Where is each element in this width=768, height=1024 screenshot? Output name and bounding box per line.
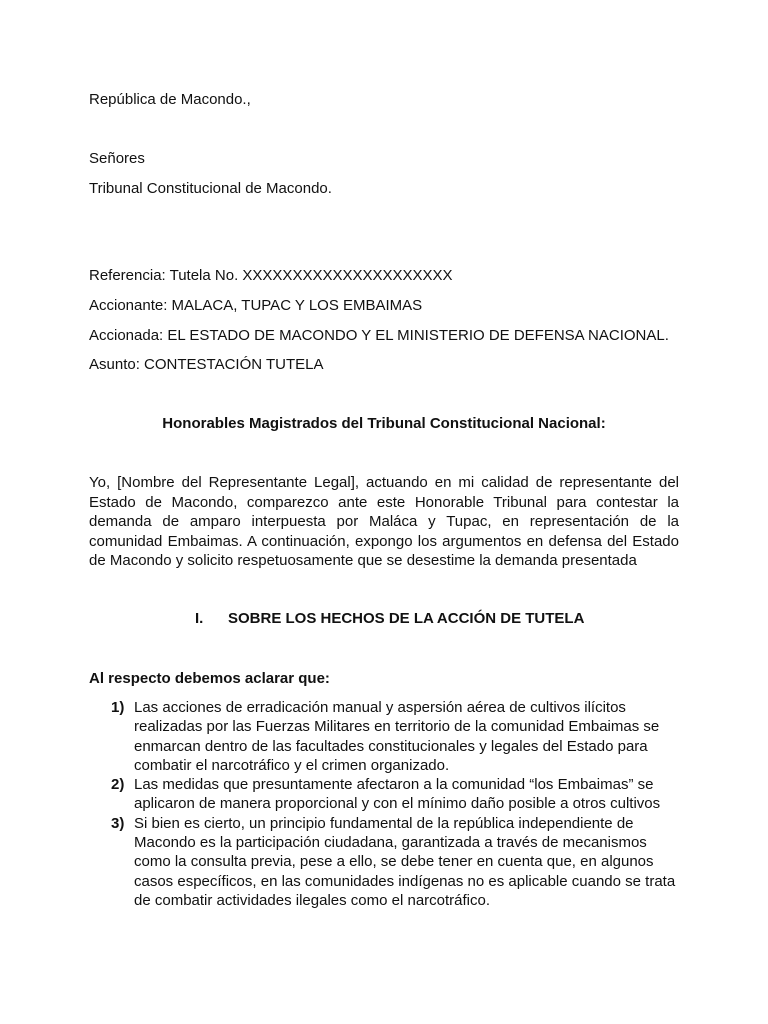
list-item-text: Las acciones de erradicación manual y aspersión aérea de cultivos ilícitos realizadas por las Fuerzas Militares en territorio de la comunidad Embaimas se enmarcan dentro de las facultades constitucionales y legales del Estado para combatir el narcotráfico y el crimen organizado. [134, 699, 660, 774]
numbered-list [89, 698, 681, 910]
asunto-line: Asunto: CONTESTACIÓN TUTELA [89, 356, 324, 373]
list-marker: 3) [111, 814, 125, 832]
republic-line: República de Macondo., [89, 91, 251, 108]
accionante-line: Accionante: MALACA, TUPAC Y LOS EMBAIMAS [89, 297, 423, 314]
subheading: Al respecto debemos aclarar que: [89, 670, 330, 687]
accionada-line: Accionada: EL ESTADO DE MACONDO Y EL MINISTERIO DE DEFENSA NACIONAL. [89, 327, 669, 344]
greeting-heading: Honorables Magistrados del Tribunal Constitucional Nacional: [162, 415, 606, 432]
list-item-text: Las medidas que presuntamente afectaron a la comunidad “los Embaimas” se aplicaron de manera proporcional y con el mínimo daño posible a otros cultivos [134, 776, 661, 813]
list-marker: 2) [111, 776, 125, 794]
referencia-line: Referencia: Tutela No. XXXXXXXXXXXXXXXXXXXXX [89, 267, 453, 284]
court-line: Tribunal Constitucional de Macondo. [89, 180, 332, 197]
intro-paragraph: Yo, [Nombre del Representante Legal], actuando en mi calidad de representante del Estado de Macondo, comparezco ante este Honorable Tribunal para contestar la demanda de amparo interpuesta por Maláca y Tupac, en representación de la comunidad Embaimas. A continuación, expongo los argumentos en defensa del Estado de Macondo y solicito respetuosamente que se desestime la demanda presentada [89, 474, 679, 569]
list-marker: 1) [111, 699, 125, 716]
list-item [89, 698, 681, 775]
list-item-text: Si bien es cierto, un principio fundamental de la república independiente de Macondo es la participación ciudadana, garantizada a través de mecanismos como la consulta previa, pese a ello, se debe tener en cuenta que, en algunos casos específicos, en las comunidades indígenas no es aplicable cuando se trata de combatir actividades ilegales como el narcotráfico. [134, 814, 676, 909]
salutation-line: Señores [89, 150, 145, 167]
list-item [89, 775, 681, 814]
section-title: SOBRE LOS HECHOS DE LA ACCIÓN DE TUTELA [228, 610, 585, 627]
list-item [89, 814, 681, 910]
section-number: I. [195, 610, 204, 627]
